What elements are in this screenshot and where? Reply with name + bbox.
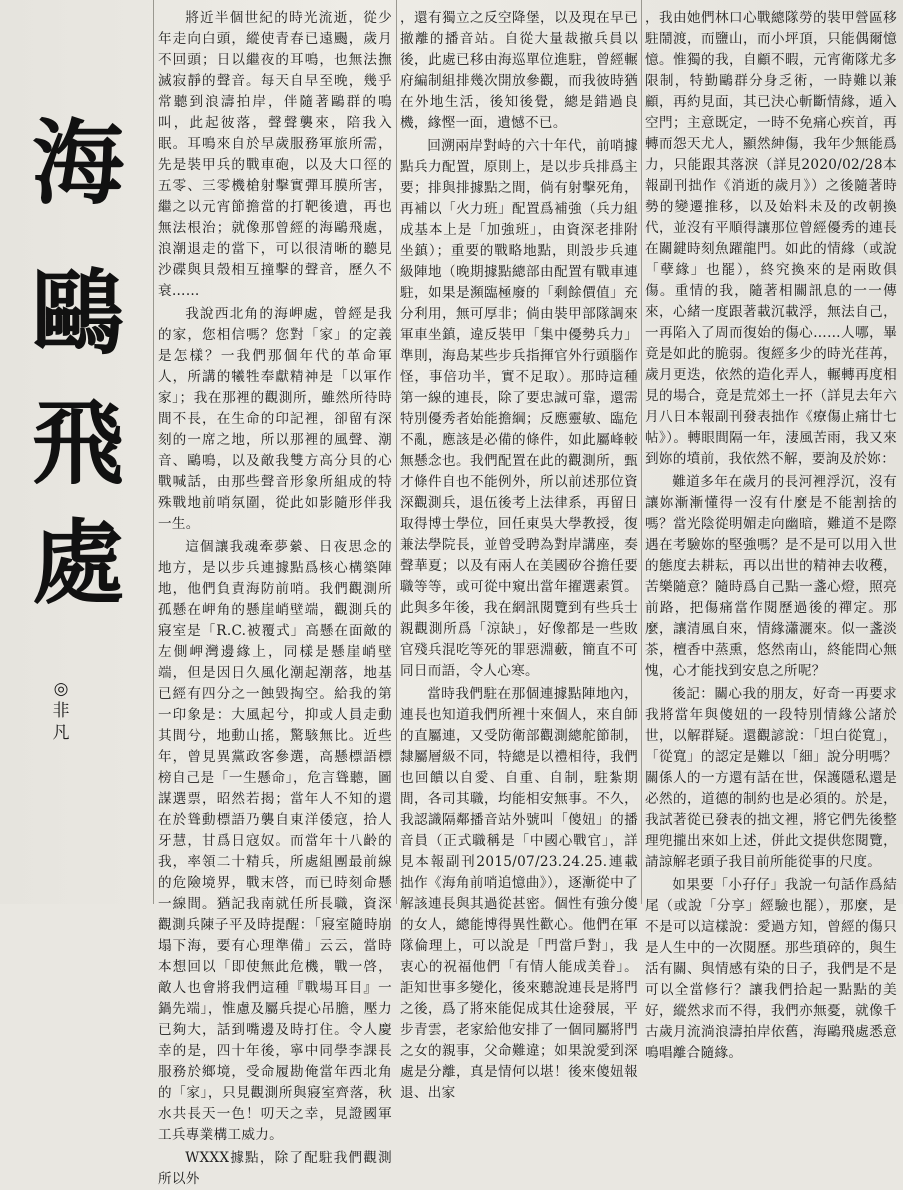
article-paragraph: ，還有獨立之反空降堡，以及現在早已撤離的播音站。自從大量裁撤兵員以後，此處已移由海巡單位進駐，曾經輾府編制組排幾次開放參觀，而我彼時猶在外地生活，後知後覺，總是錯過良機，緣慳一面，遺憾不已。 (400, 10, 638, 131)
author-name-char: 凡 (52, 723, 70, 743)
article-paragraph: 將近半個世紀的時光流逝，從少年走向白頭，縱使青春已遠颺，歲月不回頭；日以繼夜的耳鳴，也無法撫滅寂靜的聲音。每天自早至晚，幾乎常聽到浪濤拍岸，伴隨著鷗群的鳴叫，此起彼落，聲聲襲來，陪我入眠。耳鳴來自於早歲服務軍旅所需，先是裝甲兵的戰車砲，以及大口徑的五零、三零機槍射擊實彈耳膜所害，繼之以元宵節擔當的打靶後遺，再也無法根治；就像那曾經的海鷗飛處，浪潮退走的當下，可以很清晰的聽見沙碟與貝殼相互撞擊的聲音，歷久不衰…… (158, 10, 392, 299)
headline-column (0, 0, 152, 904)
article-column-1 (158, 0, 392, 1187)
article-paragraph: 難道多年在歲月的長河裡浮沉，沒有讓妳漸漸懂得一沒有什麼是不能割捨的嗎？當光陰從明媚走向幽暗，難道不是際遇在考驗妳的堅強嗎？是不是可以用入世的態度去耕耘，再以出世的精神去收穫，苦樂隨意？隨時爲自己點一盞心燈，照亮前路，把傷痛當作閱歷過後的禪定。那麼，讓清風自來，情緣瀟灑來。似一盞淡茶，檀香中蒸熏，悠然南山，終能問心無愧，心才能找到安息之所呢？ (645, 474, 897, 679)
byline (46, 678, 76, 744)
article-paragraph: WXXX據點，除了配駐我們觀測所以外 (158, 1150, 392, 1187)
byline-mark: ◎ (53, 679, 69, 699)
article-paragraph: 回溯兩岸對峙的六十年代，前哨據點兵力配置，原則上，是以步兵排爲主要；排與排據點之間，倘有射擊死角，再補以「火力班」配置爲補強（兵力組成基本上是「加強班」，由資深老排附坐鎮）；重要的戰略地點，則設步兵連級陣地（晚期據點總部由配置有戰車連駐，如果是瀕臨極廢的「剩餘價值」充分利用，無可厚非；倘由裝甲部隊調來軍車坐鎮，違反裝甲「集中優勢兵力」準則，海島某些步兵指揮官外行頭腦作怪，事倍功半，實不足取）。那時這種第一線的連長，除了要忠誠可靠，還需特別優秀者始能擔綱；反應靈敏、臨危不亂，應該是必備的條件，如此屬峰較無懸念也。我們配置在此的觀測所，甄才條件自也不能例外，所以前述那位資深觀測兵，退伍後考上法律系，再留日取得博士學位，回任東吳大學教授，復兼法學院長，並曾受聘為對岸講座，奏聲華夏；以及有兩人在美國矽谷擔任要職等等，或可從中窺出當年擢選素質。此與多年後，我在網訊閱覽到有些兵士親觀測所爲「涼缺」，好像都是一些敗官殘兵混吃等死的罪惡淵藪，簡直不可同日而語，令人心寒。 (400, 138, 638, 679)
headline-char: 處 (31, 510, 124, 617)
author-name-char: 非 (52, 701, 70, 721)
headline-char: 鷗 (31, 260, 124, 367)
article-paragraph: 這個讓我魂牽夢縈、日夜思念的地方，是以步兵連據點爲核心構築陣地，他們負責海防前哨。我們觀測所孤懸在岬角的懸崖峭壁端，觀測兵的寢室是「R.C.被覆式」高懸在面敵的左側岬灣邊緣上，同樣是懸崖峭壁端，但是因日久風化潮起潮落，地基已經有四分之一蝕毀掏空。給我的第一印象是：大風起兮，抑或人員走動其間兮，地動山搖，驚駭無比。近些年，曾見異黨政客參選，高懸標語標榜自己是「一生懸命」，危言聳聽，圖謀選票，昭然若揭；當年人不知的還在於聳動標語乃襲自東洋倭寇，拾人牙慧，甘爲日寇奴。而當年十八齡的我，率領二十精兵，所處組團最前線的危險境界，戰末啓，而已時刻命懸一線間。猶記我南就任所長職，資深觀測兵陳子平及時提醒：「寢室隨時崩塌下海，要有心理準備」云云，當時本想回以「即使無此危機，戰一啓，敵人也會將我們這種『戰場耳目』一鍋先端」，惟慮及屬兵提心吊膽，壓力已夠大，話到嘴邊及時打住。令人慶幸的是，四十年後，寧中同學李課長服務於鄉境，受命履勘俺當年西北角的「家」，只見觀測所與寢室齊落，秋水共長天一色！叨天之幸，見證國軍工兵專業構工威力。 (158, 539, 392, 1143)
article-paragraph: ，我由她們林口心戰總隊勞的裝甲營區移駐鬧渡，而鹽山，而小坪頂，只能偶爾憶憶。惟獨的我，自顧不暇，元宵衛隊尤多限制，特勤鷗群分身乏術，一時難以兼顧，再約見面，其已決心斬斷情緣，遁入空門；主意既定，一時不免痛心疾首，再轉而怨天尤人，顯然紳傷，我年少無能爲力，只能跟其落淚（詳見2020/02/28本報副刊拙作《消逝的歲月》）之後隨著時勢的變遷推移，以及始料未及的改朝換代，並沒有平順得讓那位曾經優秀的連長在關鍵時刻魚躍龍門。如此的情緣（或說「孽緣」也罷），終究換來的是兩敗俱傷。重情的我，隨著相關訊息的一一傳來，心緒一度跟著載沉載浮，無法自己，一再陷入了周而復始的傷心……人哪，畢竟是如此的脆弱。復經多少的時光荏苒，歲月更迭，依然的造化弄人，輾轉再度相見的場合，竟是荒郊土一抔（詳見去年六月八日本報副刊發表拙作《療傷止痛廿七帖》）。轉眼間隔一年，淒風苦雨，我又來到妳的墳前，我依然不解，要詢及於妳： (645, 10, 897, 467)
column-divider (396, 0, 397, 904)
article-paragraph: 後記：關心我的朋友，好奇一再要求我將當年與傻妞的一段特別情緣公諸於世，以解群疑。還觀諺說：「坦白從寬」，「從寬」的認定是難以「細」說分明嗎？關係人的一方還有話在世，保護隱私還是必然的，道德的制約也是必須的。於是，我試著從已發表的拙文裡，將它們先後整理兜攏出來如上述，併此文提供您閱覽，請諒解老頭子我目前所能從事的尺度。 (645, 686, 897, 870)
headline-char: 海 (31, 110, 124, 217)
column-divider (641, 0, 642, 904)
headline-char: 飛 (31, 390, 124, 497)
article-paragraph: 我說西北角的海岬處，曾經是我的家，您相信嗎？您對「家」的定義是怎樣？一我們那個年代的革命軍人，所講的犧牲奉獻精神是「以軍作家」；我在那裡的觀測所，雖然所待時間不長，在生命的印記裡，卻留有深刻的一席之地，所以那裡的風聲、潮音、鷗鳴，以及敵我雙方高分貝的心戰喊話，由那些聲音形象所組成的特殊戰地前哨氛圍，從此如影隨形伴我一生。 (158, 306, 392, 532)
article-paragraph: 如果要「小孖仔」我說一句話作爲結尾（或說「分享」經驗也罷），那麼，是不是可以這樣說：愛過方知，曾經的傷只是人生中的一次閱歷。那些瑣碎的，與生活有關、與情感有染的日子，我們是不是可以全當修行？讓我們拾起一點點的美好，縱然求而不得，我們亦無憂，就像千古歲月流淌浪濤拍岸依舊，海鷗飛處悉意鳴唱離合隨緣。 (645, 877, 897, 1061)
article-column-2 (400, 0, 638, 1101)
column-divider (153, 0, 154, 904)
article-column-3 (645, 0, 897, 1061)
article-paragraph: 當時我們駐在那個連據點陣地內，連長也知道我們所裡十來個人，來自師的直屬連，又受防衛部觀測總舵節制，隸屬層級不同，特總是以禮相待，我們也回饋以自愛、自重、自制，駐紮期間，各司其職，均能相安無事。不久，我認識隔鄰播音站外號叫「傻妞」的播音員（正式職稱是「中國心戰官」，詳見本報副刊2015/07/23.24.25.連載拙作《海角前哨追憶曲》），逐漸從中了解該連長與其過從甚密。個性有強分傻的女人，總能博得異性歡心。他們在軍隊倫理上，可以說是「門當戶對」，我衷心的祝福他們「有情人能成美眷」。詎知世事多變化，後來聽說連長是將門之後，爲了將來能促成其仕途發展，平步青雲，老家給他安排了一個同屬將門之女的親事，父命難違；如果說愛到深處是分離，真是情何以堪！後來傻妞報退、出家 (400, 686, 638, 1101)
